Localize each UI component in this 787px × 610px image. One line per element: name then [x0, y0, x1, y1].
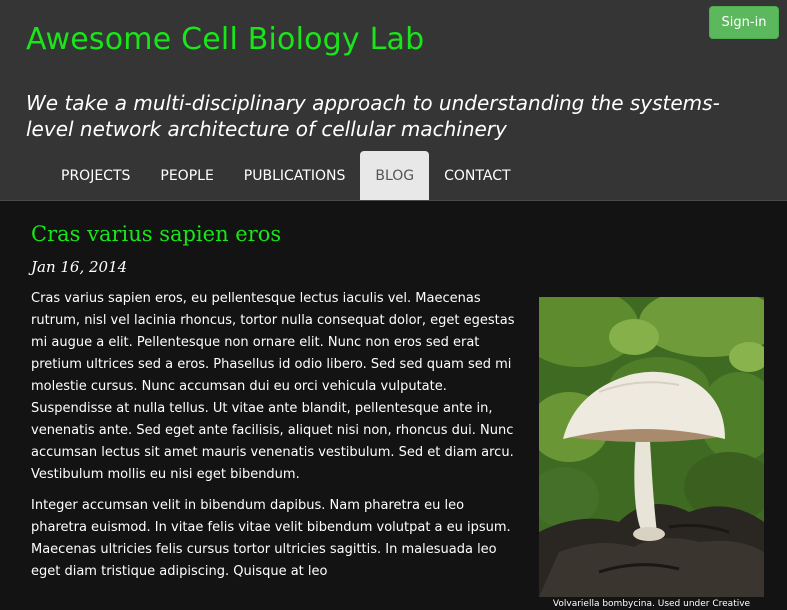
signin-button[interactable]: Sign-in [709, 6, 779, 39]
nav-item-contact[interactable]: CONTACT [444, 168, 511, 184]
post-body [31, 288, 519, 592]
nav-item-projects[interactable]: PROJECTS [61, 168, 131, 184]
post-title[interactable]: Cras varius sapien eros [31, 222, 282, 246]
post-paragraph: Integer accumsan velit in bibendum dapibus. Nam pharetra eu leo pharetra euismod. In vitae felis vitae velit bibendum volutpat a eu ipsum. Maecenas ultricies felis cursus tortor ultricies sagittis. In malesuada leo eget diam tristique adipiscing. Quisque at leo [31, 498, 511, 579]
header-divider [0, 200, 787, 201]
site-header [0, 0, 787, 201]
post-date: Jan 16, 2014 [31, 258, 128, 276]
figure-caption: Volvariella bombycina. Used under Creative [552, 599, 751, 609]
site-title[interactable]: Awesome Cell Biology Lab [26, 22, 425, 57]
main-nav [46, 151, 526, 201]
post-figure [539, 297, 764, 610]
nav-item-people[interactable]: PEOPLE [160, 168, 214, 184]
mushroom-photo [539, 297, 764, 597]
site-tagline: We take a multi-disciplinary approach to understanding the systems-level network architecture of cellular machinery [26, 91, 720, 141]
post-paragraph: Cras varius sapien eros, eu pellentesque lectus iaculis vel. Maecenas rutrum, nisl vel lacinia rhoncus, tortor nulla consequat dolor, eget egestas mi augue a elit. Pellentesque non ornare elit. Nunc non eros sed erat pretium ultrices sed a eros. Phasellus id odio libero. Sed sed quam sed mi molestie cursus. Nunc accumsan dui eu orci vehicula vulputate. Suspendisse at nulla tellus. Ut vitae ante blandit, pellentesque ante in, venenatis ante. Sed eget ante facilisis, aliquet nisi non, rhoncus dui. Nunc accumsan lectus sit amet mauris venenatis vestibulum. Sed et diam arcu. Vestibulum mollis eu nisi eget bibendum. [31, 291, 515, 482]
nav-item-blog[interactable]: BLOG [360, 151, 429, 201]
nav-item-publications[interactable]: PUBLICATIONS [243, 168, 346, 184]
